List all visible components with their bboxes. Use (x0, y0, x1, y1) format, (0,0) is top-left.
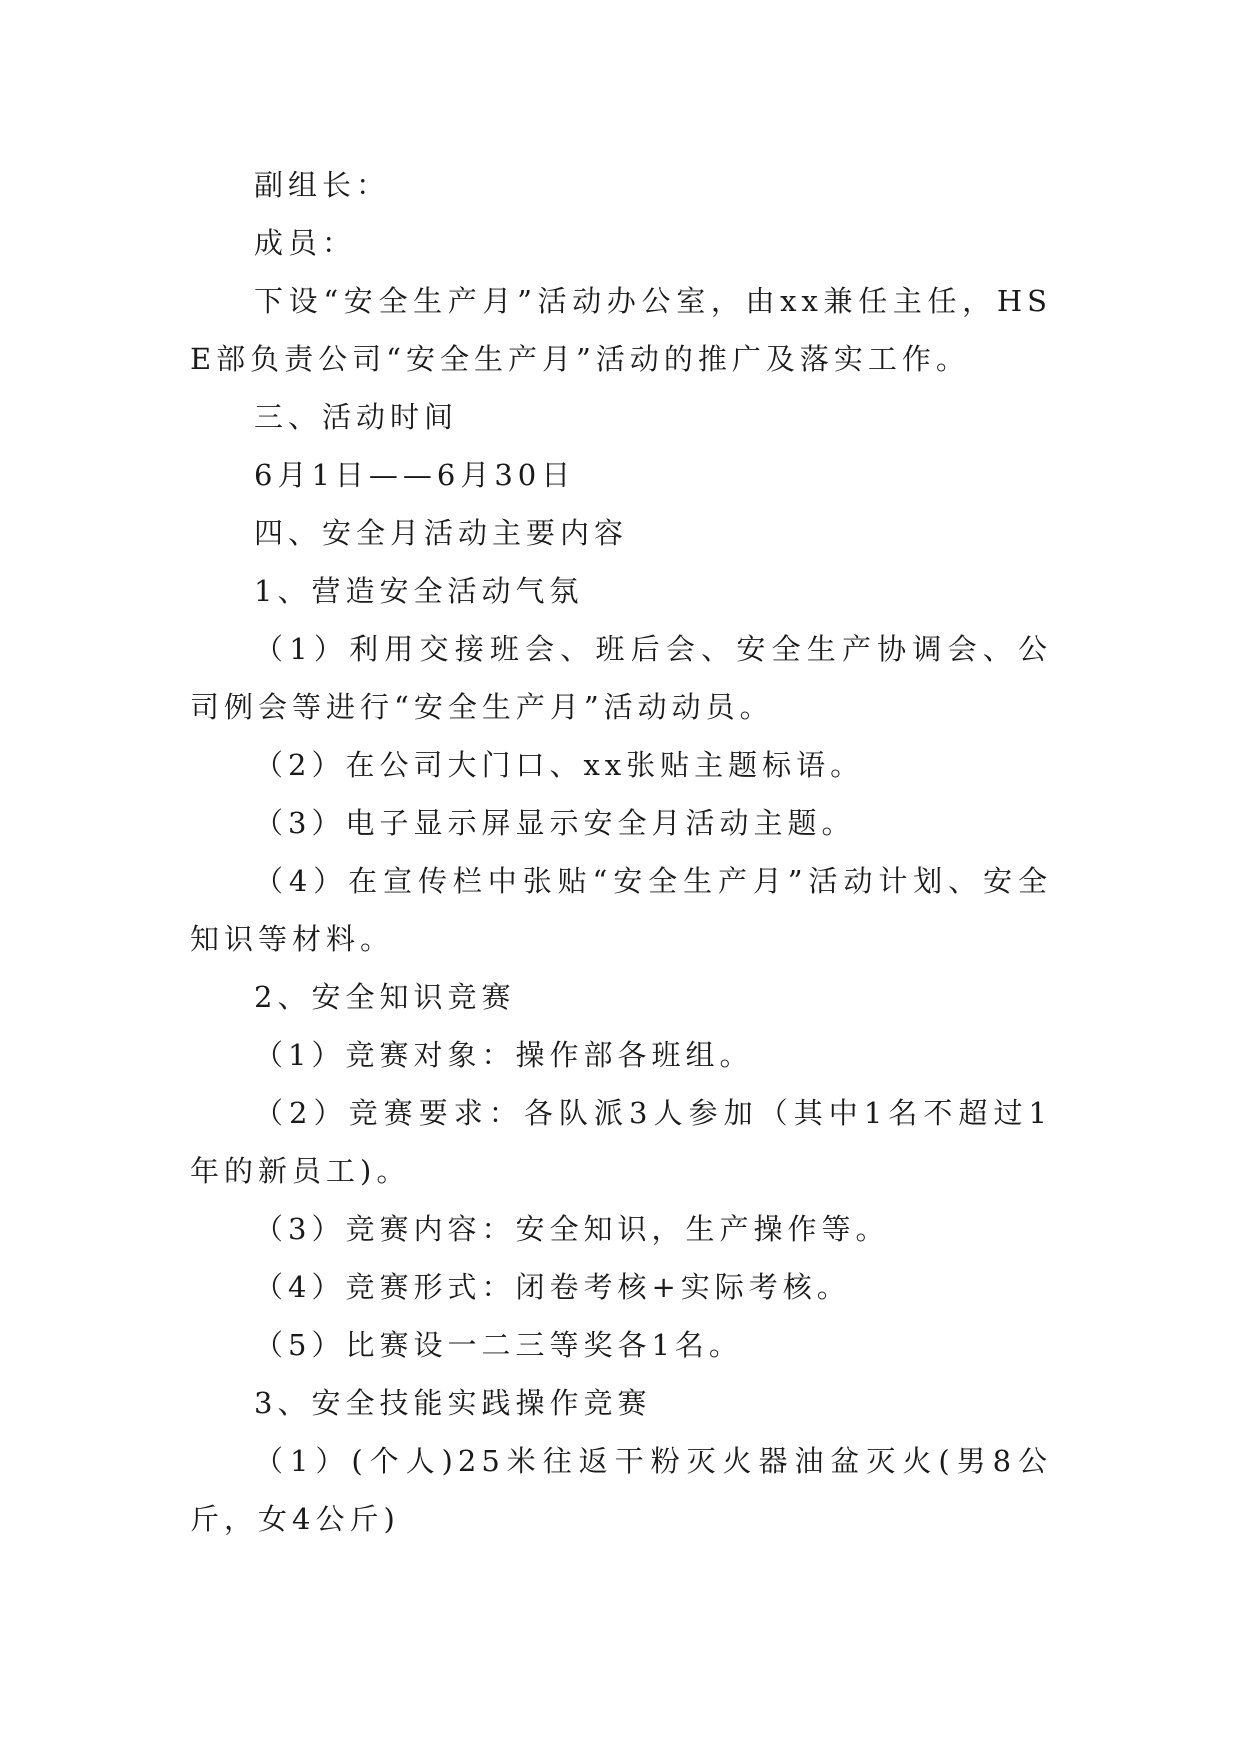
document-body (190, 156, 1052, 1548)
section-heading-activity-time: 三、活动时间 (254, 400, 459, 434)
section-heading-main-content: 四、安全月活动主要内容 (254, 516, 629, 550)
list-item-contest-participants: （1）竞赛对象：操作部各班组。 (254, 1038, 754, 1072)
list-item-mobilization: （1）利用交接班会、班后会、安全生产协调会、公司例会等进行“安全生产月”活动动员。 (190, 632, 1052, 724)
list-item-contest-format: （4）竞赛形式：闭卷考核+实际考核。 (254, 1270, 851, 1304)
list-item-fire-extinguisher: （1）(个人)25米往返干粉灭火器油盆灭火(男8公斤，女4公斤) (190, 1444, 1052, 1536)
subheading-skills-contest: 3、安全技能实践操作竞赛 (254, 1386, 652, 1420)
list-item-contest-content: （3）竞赛内容：安全知识，生产操作等。 (254, 1212, 890, 1246)
subheading-atmosphere: 1、营造安全活动气氛 (254, 574, 584, 608)
list-item-bulletin-board: （4）在宣传栏中张贴“安全生产月”活动计划、安全知识等材料。 (190, 864, 1052, 956)
paragraph-members: 成员： (254, 226, 357, 260)
list-item-display-screen: （3）电子显示屏显示安全月活动主题。 (254, 806, 856, 840)
list-item-contest-awards: （5）比赛设一二三等奖各1名。 (254, 1328, 743, 1362)
paragraph-activity-dates: 6月1日——6月30日 (254, 458, 576, 492)
paragraph-deputy-leader: 副组长： (254, 168, 391, 202)
paragraph-office: 下设“安全生产月”活动办公室，由xx兼任主任，HSE部负责公司“安全生产月”活动的推广及落实工作。 (190, 284, 1052, 376)
list-item-contest-requirements: （2）竞赛要求：各队派3人参加（其中1名不超过1年的新员工)。 (190, 1096, 1052, 1188)
list-item-slogans: （2）在公司大门口、xx张贴主题标语。 (254, 748, 865, 782)
subheading-knowledge-contest: 2、安全知识竞赛 (254, 980, 516, 1014)
